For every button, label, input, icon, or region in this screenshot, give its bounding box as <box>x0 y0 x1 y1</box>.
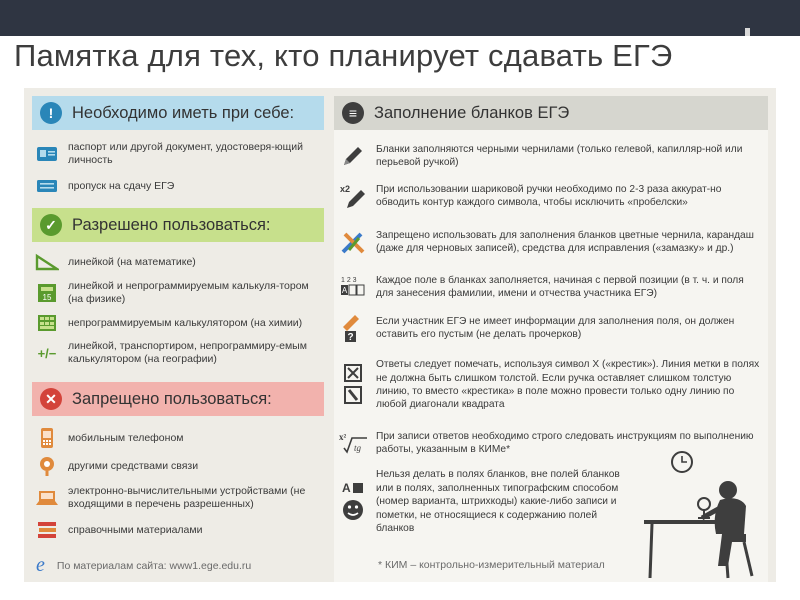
forms-item-text: Если участник ЕГЭ не имеет информации для заполнения поля, он должен оставить его пустым (не делать прочерков) <box>376 315 735 340</box>
page-title: Памятка для тех, кто планирует сдавать ЕГЭ <box>14 38 673 73</box>
allowed-title: Разрешено пользоваться: <box>72 215 271 234</box>
smiley-icon <box>338 481 368 517</box>
ballpoint-x2-icon <box>338 181 368 211</box>
list-item <box>32 452 324 480</box>
laptop-icon <box>34 487 60 509</box>
need-item-text: пропуск на сдачу ЕГЭ <box>68 179 175 192</box>
list-item <box>334 176 768 216</box>
check-icon: ✓ <box>40 214 62 236</box>
right-column <box>334 96 768 582</box>
list-item <box>32 480 324 516</box>
mobile-phone-icon <box>34 427 60 449</box>
list-item <box>32 136 324 172</box>
svg-text:tg: tg <box>354 443 362 453</box>
forms-header <box>334 96 768 130</box>
forbidden-item-text: справочными материалами <box>68 523 203 536</box>
communication-icon <box>34 455 60 477</box>
svg-text:15: 15 <box>42 293 52 302</box>
ruler-icon <box>34 251 60 273</box>
footer-source-text: По материалам сайта: www1.ege.edu.ru <box>56 559 252 572</box>
forms-title: Заполнение бланков ЕГЭ <box>374 103 570 122</box>
allowed-item-text: линейкой, транспортиром, непрограммиру-емым калькулятором (на географии) <box>68 340 307 365</box>
footer-note: * КИМ – контрольно-измерительный материал <box>378 559 605 571</box>
list-item <box>334 466 634 538</box>
calculator-icon <box>34 282 60 304</box>
allowed-item-text: линейкой и непрограммируемым калькуля-тором (на физике) <box>68 280 309 305</box>
ie-icon: e <box>36 554 45 576</box>
forms-item-text: Ответы следует помечать, используя символ X («крестик»). Линия метки в полях не должна быть слишком толстой. Если ручка оставляет слишком толстую линию, то вместо «крестика» в поле можно провести только одну линию по любой диагонали квадрата <box>376 359 760 411</box>
list-item <box>32 310 324 336</box>
question-box-icon <box>338 313 368 343</box>
slide-top-bar <box>0 0 800 36</box>
forbidden-item-text: другими средствами связи <box>68 459 199 472</box>
forbidden-item-text: мобильным телефоном <box>68 431 184 444</box>
forms-item-text: При использовании шариковой ручки необходимо по 2-3 раза аккурат-но обводить контур каждого символа, чтобы исключить «пробелски» <box>376 183 722 208</box>
ticket-icon <box>34 175 60 197</box>
forbidden-title: Запрещено пользоваться: <box>72 389 272 408</box>
list-item <box>32 172 324 200</box>
exclamation-icon: ! <box>40 102 62 124</box>
calculator-icon <box>34 312 60 334</box>
need-item-text: паспорт или другой документ, удостоверя-ющий личность <box>68 141 303 166</box>
list-item <box>334 306 768 350</box>
list-item <box>32 248 324 276</box>
list-item <box>334 268 768 306</box>
list-item <box>334 216 768 268</box>
svg-text:x²: x² <box>339 432 347 442</box>
allowed-item-text: линейкой (на математике) <box>68 255 196 268</box>
list-item <box>334 350 768 420</box>
forms-item-text: Каждое поле в бланках заполняется, начиная с первой позиции (в т. ч. и поля для занесения фамилии, имени и отчества участника ЕГЭ) <box>376 274 744 299</box>
svg-text:x2: x2 <box>340 184 351 194</box>
pen-icon <box>338 141 368 171</box>
pencils-crossed-icon <box>338 227 368 257</box>
cross-icon: ✕ <box>40 388 62 410</box>
formula-icon <box>338 428 368 458</box>
forms-item-text: Нельзя делать в полях бланков, вне полей бланков или в полях, заполненных типографским способом (номер варианта, штрихкоды) какие-либо записи и пометки, не относящиеся к содержанию полей бланков <box>376 469 620 535</box>
svg-text:?: ? <box>347 332 354 343</box>
forms-item-text: Бланки заполняются черными чернилами (только гелевой, капилляр-ной или перьевой ручкой) <box>376 143 743 168</box>
list-item <box>32 516 324 544</box>
svg-text:1 2 3: 1 2 3 <box>341 277 357 284</box>
list-item <box>32 336 324 370</box>
list-item <box>32 276 324 310</box>
allowed-item-text: непрограммируемым калькулятором (на химии) <box>68 316 303 329</box>
svg-text:+/−: +/− <box>37 346 57 361</box>
forbidden-item-text: электронно-вычислительными устройствами (не входящими в перечень разрешенных) <box>68 485 306 510</box>
allowed-header <box>32 208 324 242</box>
passport-icon <box>34 143 60 165</box>
list-item <box>32 424 324 452</box>
student-desk-illustration <box>624 446 764 580</box>
need-title: Необходимо иметь при себе: <box>72 103 295 122</box>
footer-source <box>36 554 251 577</box>
svg-text:A: A <box>342 481 351 495</box>
need-header <box>32 96 324 130</box>
list-item <box>334 136 768 176</box>
forms-item-text: При записи ответов необходимо строго следовать инструкциям по выполнению работы, указанным в КИМе* <box>376 430 754 455</box>
left-column <box>32 96 324 544</box>
top-bar-marker <box>745 28 750 36</box>
grid-letter-icon <box>338 272 368 302</box>
books-icon <box>34 519 60 541</box>
list-icon: ≡ <box>342 102 364 124</box>
forbidden-header <box>32 382 324 416</box>
x-mark-box-icon <box>338 370 368 400</box>
plus-minus-icon <box>34 342 60 364</box>
svg-text:А: А <box>341 286 348 295</box>
forms-item-text: Запрещено использовать для заполнения бланков цветные чернила, карандаш (даже для черновых записей), средства для исправления («замазку» и др.) <box>376 229 754 254</box>
